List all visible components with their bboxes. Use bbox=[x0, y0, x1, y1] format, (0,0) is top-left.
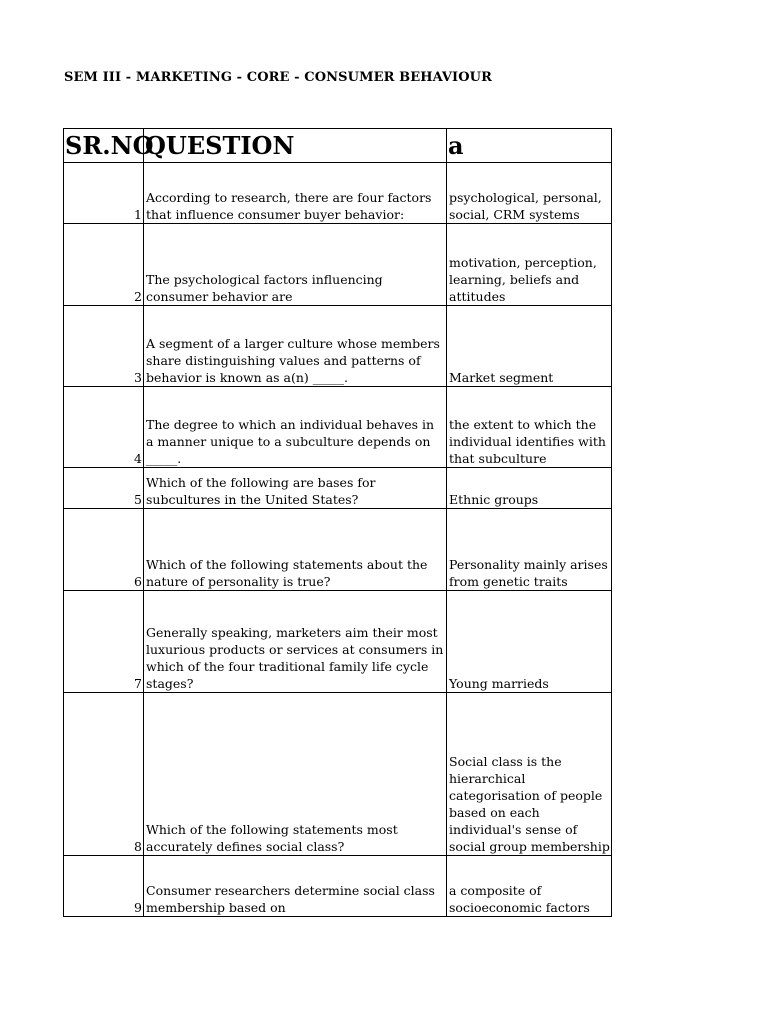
table-row bbox=[64, 306, 612, 387]
document-title: SEM III - MARKETING - CORE - CONSUMER BEHAVIOUR bbox=[64, 70, 492, 85]
row-number: 8 bbox=[64, 693, 144, 856]
option-a-cell: Personality mainly arises from genetic traits bbox=[447, 509, 612, 591]
header-srno: SR.NO bbox=[64, 129, 144, 163]
row-number: 7 bbox=[64, 591, 144, 693]
row-number: 4 bbox=[64, 387, 144, 468]
question-cell: Which of the following statements most accurately defines social class? bbox=[144, 693, 447, 856]
option-a-cell: psychological, personal, social, CRM systems bbox=[447, 163, 612, 224]
table-row bbox=[64, 163, 612, 224]
question-cell: Consumer researchers determine social class membership based on bbox=[144, 856, 447, 917]
table-row bbox=[64, 387, 612, 468]
option-a-cell: the extent to which the individual identifies with that subculture bbox=[447, 387, 612, 468]
option-a-cell: motivation, perception, learning, beliefs and attitudes bbox=[447, 224, 612, 306]
table-row bbox=[64, 693, 612, 856]
table-row bbox=[64, 509, 612, 591]
row-number: 3 bbox=[64, 306, 144, 387]
question-cell: Which of the following are bases for subcultures in the United States? bbox=[144, 468, 447, 509]
row-number: 9 bbox=[64, 856, 144, 917]
question-cell: The psychological factors influencing consumer behavior are bbox=[144, 224, 447, 306]
row-number: 6 bbox=[64, 509, 144, 591]
option-a-cell: Social class is the hierarchical categorisation of people based on each individual's sense of social group membership bbox=[447, 693, 612, 856]
option-a-cell: Ethnic groups bbox=[447, 468, 612, 509]
header-option-a: a bbox=[447, 129, 612, 163]
row-number: 5 bbox=[64, 468, 144, 509]
question-cell: According to research, there are four factors that influence consumer buyer behavior: bbox=[144, 163, 447, 224]
question-cell: The degree to which an individual behaves in a manner unique to a subculture depends on _____. bbox=[144, 387, 447, 468]
option-a-cell: a composite of socioeconomic factors bbox=[447, 856, 612, 917]
option-a-cell: Market segment bbox=[447, 306, 612, 387]
question-cell: Which of the following statements about the nature of personality is true? bbox=[144, 509, 447, 591]
row-number: 2 bbox=[64, 224, 144, 306]
table-header-row bbox=[64, 129, 612, 163]
table-row bbox=[64, 224, 612, 306]
header-question: QUESTION bbox=[144, 129, 447, 163]
option-a-cell: Young marrieds bbox=[447, 591, 612, 693]
table-row bbox=[64, 591, 612, 693]
row-number: 1 bbox=[64, 163, 144, 224]
table-row bbox=[64, 468, 612, 509]
table-row bbox=[64, 856, 612, 917]
question-table bbox=[63, 128, 612, 917]
question-cell: A segment of a larger culture whose members share distinguishing values and patterns of behavior is known as a(n) _____. bbox=[144, 306, 447, 387]
question-cell: Generally speaking, marketers aim their most luxurious products or services at consumers in which of the four traditional family life cycle stages? bbox=[144, 591, 447, 693]
